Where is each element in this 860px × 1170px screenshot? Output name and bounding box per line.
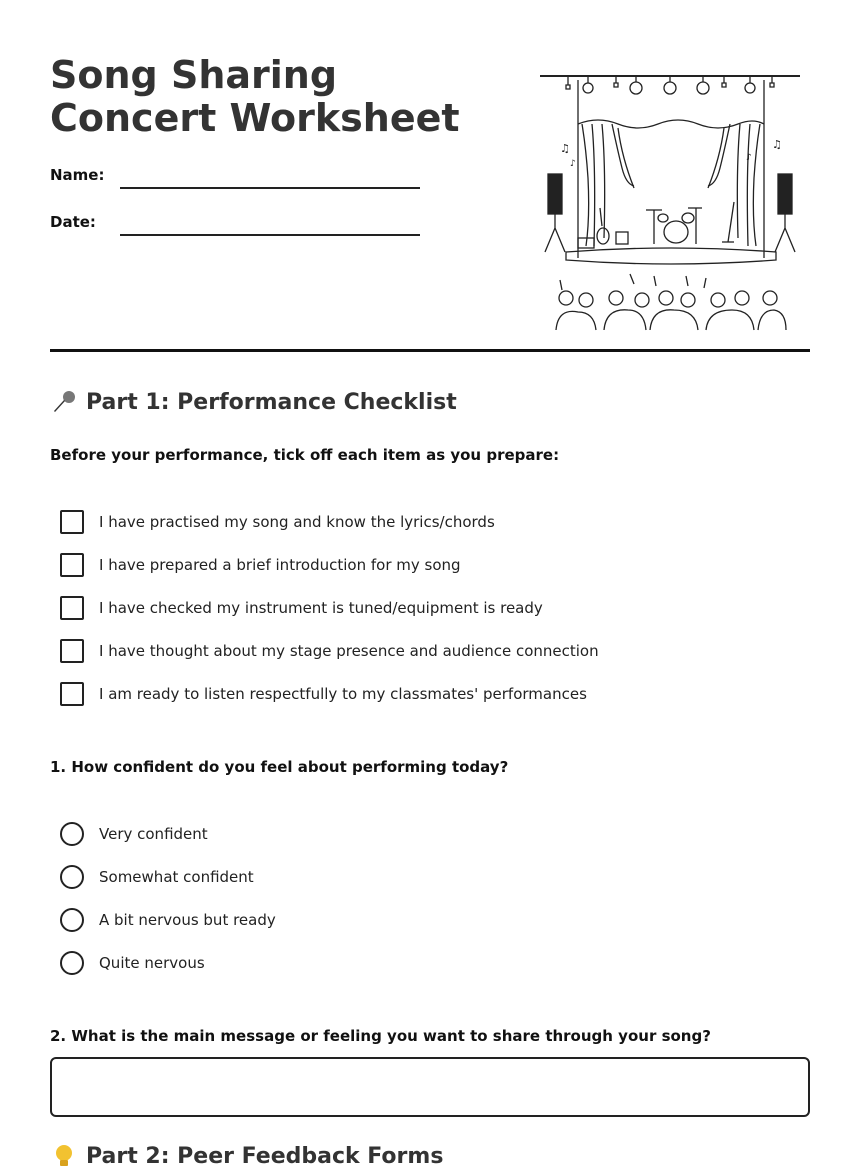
radio-button[interactable] (60, 822, 84, 846)
stage-curtains-icon (578, 120, 764, 246)
checklist-item[interactable] (60, 509, 495, 535)
radio-button[interactable] (60, 951, 84, 975)
part2-heading-text: Part 2: Peer Feedback Forms (86, 1143, 444, 1169)
radio-option[interactable] (60, 864, 254, 890)
guitar-icon (597, 208, 609, 244)
audience-icon (556, 274, 786, 330)
part2-heading (50, 1142, 443, 1170)
checklist-item-label: I have thought about my stage presence and audience connection (99, 642, 599, 660)
stage-lights-icon (566, 76, 774, 94)
checkbox[interactable] (60, 639, 84, 663)
part1-heading (50, 388, 457, 416)
question-2-answer-field[interactable] (50, 1057, 810, 1117)
speaker-icon (545, 174, 795, 252)
radio-option[interactable] (60, 821, 208, 847)
part1-heading-text: Part 1: Performance Checklist (86, 389, 457, 415)
checklist-item-label: I have prepared a brief introduction for my song (99, 556, 461, 574)
checkbox[interactable] (60, 553, 84, 577)
page-title: Song Sharing Concert Worksheet (50, 53, 460, 140)
radio-option[interactable] (60, 950, 205, 976)
radio-option-label: Quite nervous (99, 954, 205, 972)
drum-kit-icon (646, 202, 734, 244)
name-field[interactable] (120, 187, 420, 189)
radio-button[interactable] (60, 908, 84, 932)
checklist-item[interactable] (60, 595, 543, 621)
svg-text:♪: ♪ (570, 159, 576, 169)
radio-option-label: A bit nervous but ready (99, 911, 276, 929)
microphone-icon (50, 388, 78, 416)
question-2-prompt: 2. What is the main message or feeling you want to share through your song? (50, 1027, 711, 1045)
checklist-item[interactable] (60, 681, 587, 707)
checkbox[interactable] (60, 510, 84, 534)
header-divider (50, 349, 810, 352)
svg-text:♪: ♪ (746, 153, 752, 163)
checkbox[interactable] (60, 596, 84, 620)
lightbulb-icon (50, 1142, 78, 1170)
concert-stage-illustration (538, 68, 804, 334)
radio-button[interactable] (60, 865, 84, 889)
checklist-item[interactable] (60, 552, 461, 578)
radio-option-label: Very confident (99, 825, 208, 843)
name-label: Name: (50, 166, 105, 184)
date-label: Date: (50, 213, 96, 231)
svg-text:♫: ♫ (772, 138, 782, 151)
checklist-item-label: I have practised my song and know the lyrics/chords (99, 513, 495, 531)
checklist-item[interactable] (60, 638, 599, 664)
radio-option[interactable] (60, 907, 276, 933)
svg-text:♫: ♫ (560, 142, 570, 155)
question-1-prompt: 1. How confident do you feel about performing today? (50, 758, 509, 776)
checklist-item-label: I am ready to listen respectfully to my classmates' performances (99, 685, 587, 703)
date-field[interactable] (120, 234, 420, 236)
radio-option-label: Somewhat confident (99, 868, 254, 886)
checklist-item-label: I have checked my instrument is tuned/equipment is ready (99, 599, 543, 617)
checkbox[interactable] (60, 682, 84, 706)
checklist-instruction: Before your performance, tick off each item as you prepare: (50, 446, 560, 464)
